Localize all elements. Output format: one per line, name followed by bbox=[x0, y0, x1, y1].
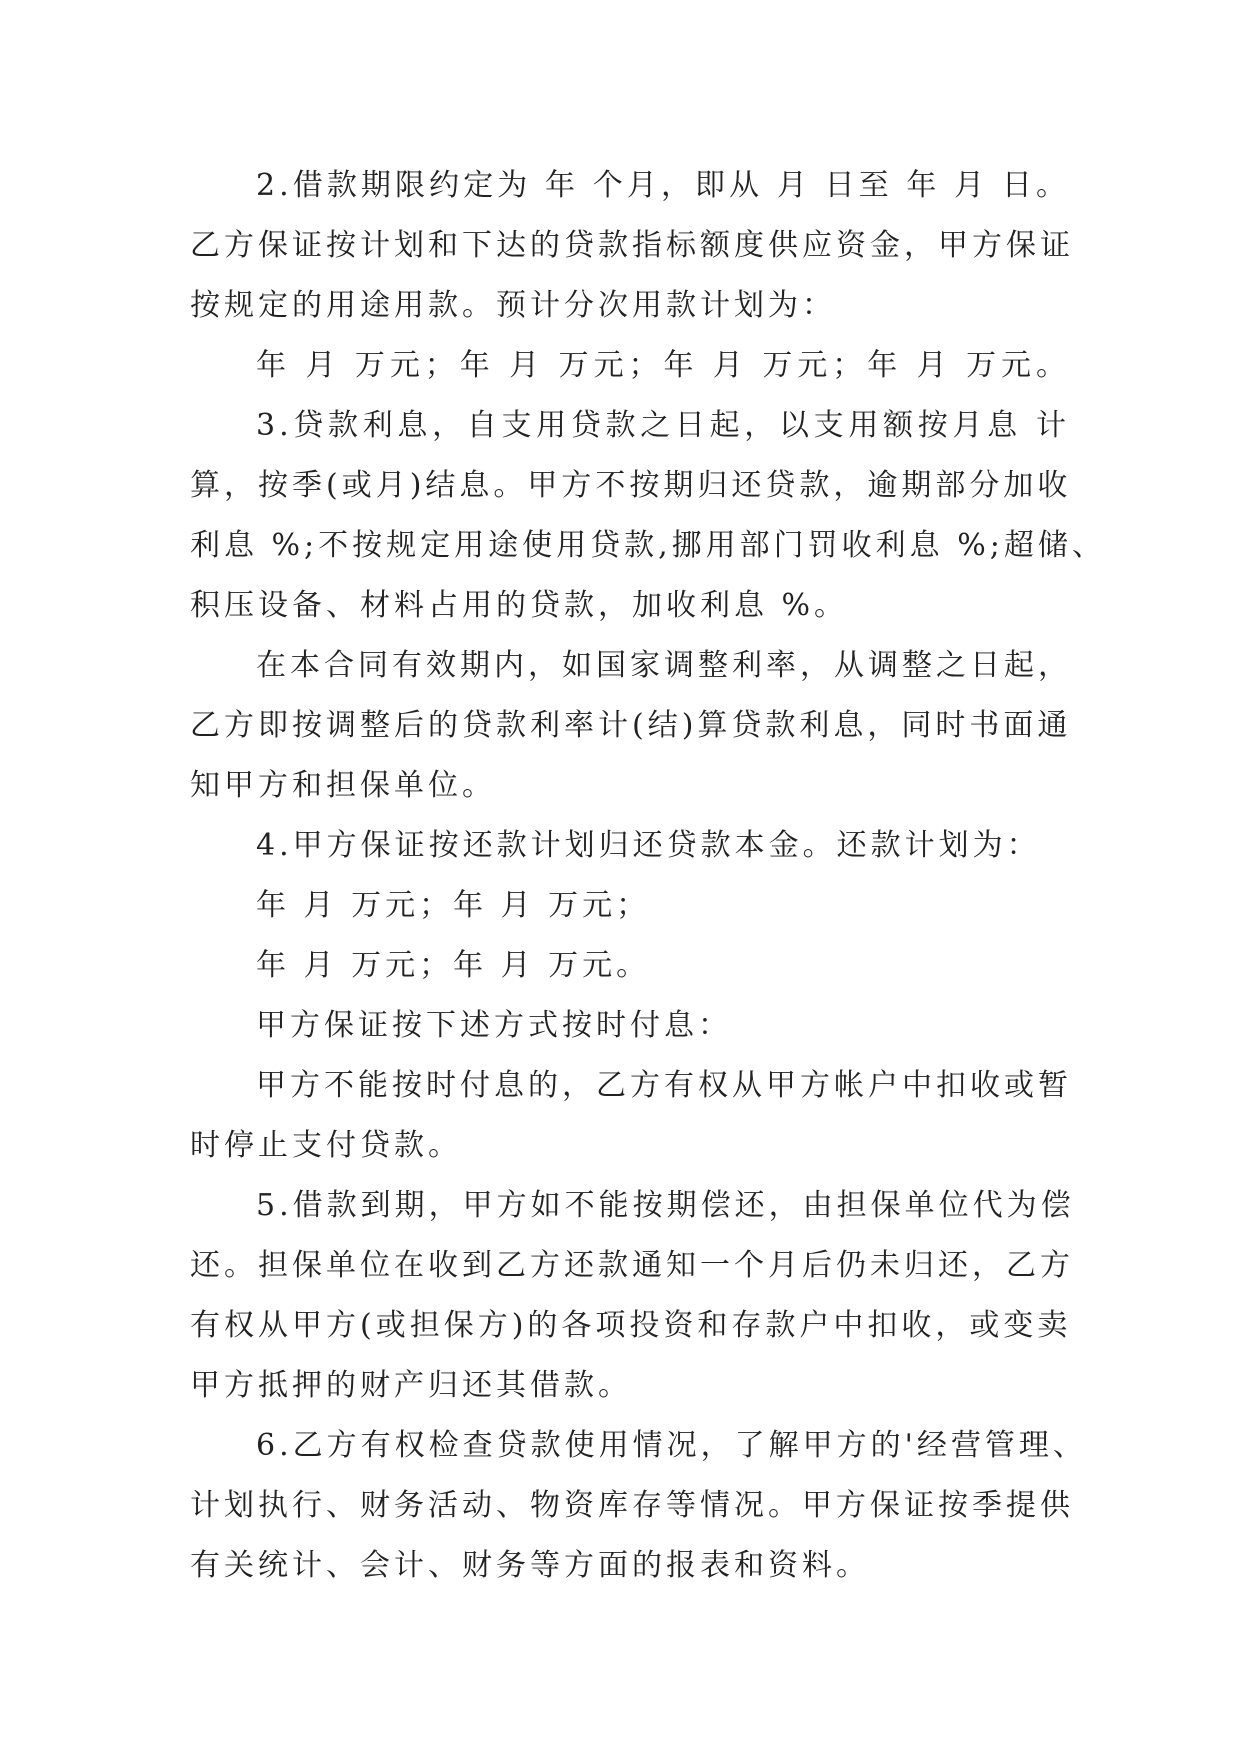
text-line: 按规定的用途用款。预计分次用款计划为： bbox=[190, 288, 836, 323]
text-line: 乙方即按调整后的贷款利率计(结)算贷款利息，同时书面通 bbox=[190, 708, 1072, 743]
text-line: 2.借款期限约定为 年 个月，即从 月 日至 年 月 日。 bbox=[256, 168, 1070, 203]
text-line: 年 月 万元；年 月 万元； bbox=[256, 888, 651, 923]
text-line: 年 月 万元；年 月 万元。 bbox=[256, 948, 651, 983]
text-line: 在本合同有效期内，如国家调整利率，从调整之日起， bbox=[256, 648, 1072, 683]
text-line: 有关统计、会计、财务等方面的报表和资料。 bbox=[190, 1548, 870, 1583]
text-line: 4.甲方保证按还款计划归还贷款本金。还款计划为： bbox=[256, 828, 1041, 863]
text-line: 乙方保证按计划和下达的贷款指标额度供应资金，甲方保证 bbox=[190, 228, 1074, 263]
text-line: 甲方不能按时付息的，乙方有权从甲方帐户中扣收或暂 bbox=[256, 1068, 1072, 1103]
text-line: 5.借款到期，甲方如不能按期偿还，由担保单位代为偿 bbox=[256, 1188, 1075, 1223]
text-line: 有权从甲方(或担保方)的各项投资和存款户中扣收，或变卖 bbox=[190, 1308, 1072, 1343]
text-line: 时停止支付贷款。 bbox=[190, 1128, 462, 1163]
text-line: 年 月 万元；年 月 万元；年 月 万元；年 月 万元。 bbox=[256, 348, 1070, 383]
text-line: 利息 %;不按规定用途使用贷款,挪用部门罚收利息 %;超储、 bbox=[190, 528, 1106, 563]
text-line: 6.乙方有权检查贷款使用情况，了解甲方的'经营管理、 bbox=[256, 1428, 1087, 1463]
text-line: 甲方抵押的财产归还其借款。 bbox=[190, 1368, 632, 1403]
text-line: 算，按季(或月)结息。甲方不按期归还贷款，逾期部分加收 bbox=[190, 468, 1072, 503]
text-line: 3.贷款利息，自支用贷款之日起，以支用额按月息 计 bbox=[256, 408, 1070, 443]
text-line: 还。担保单位在收到乙方还款通知一个月后仍未归还，乙方 bbox=[190, 1248, 1074, 1283]
text-line: 知甲方和担保单位。 bbox=[190, 768, 496, 803]
text-line: 甲方保证按下述方式按时付息： bbox=[256, 1008, 732, 1043]
text-line: 计划执行、财务活动、物资库存等情况。甲方保证按季提供 bbox=[190, 1488, 1074, 1523]
text-line: 积压设备、材料占用的贷款，加收利息 %。 bbox=[190, 588, 849, 623]
